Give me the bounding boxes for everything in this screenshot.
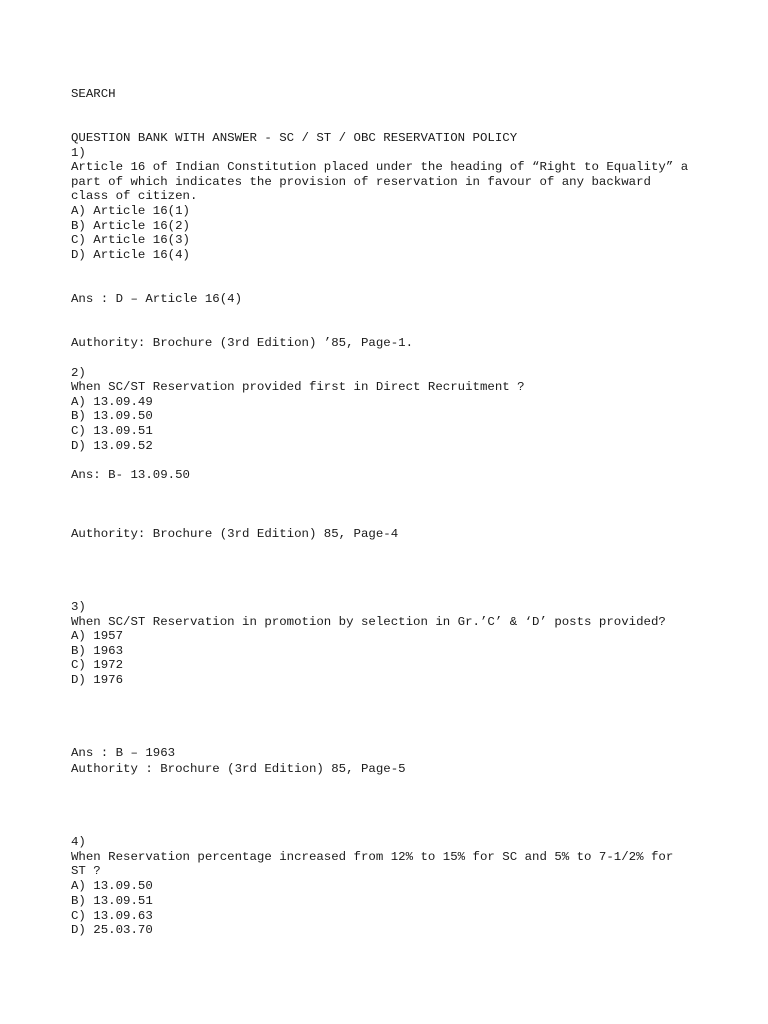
option-d: D) Article 16(4) <box>71 248 190 262</box>
document-title: QUESTION BANK WITH ANSWER - SC / ST / OBC RESERVATION POLICY <box>71 131 518 145</box>
authority-line: Authority : Brochure (3rd Edition) 85, Page-5 <box>71 762 406 776</box>
authority-line: Authority: Brochure (3rd Edition) ’85, Page-1. <box>71 336 414 350</box>
question-text-line: When SC/ST Reservation provided first in Direct Recruitment ? <box>71 380 525 394</box>
option-b: B) 1963 <box>71 644 124 658</box>
option-c: C) 13.09.63 <box>71 909 153 923</box>
answer-line: Ans: B- 13.09.50 <box>71 468 190 482</box>
option-b: B) 13.09.51 <box>71 894 153 908</box>
option-c: C) 13.09.51 <box>71 424 153 438</box>
authority-line: Authority: Brochure (3rd Edition) 85, Page-4 <box>71 527 399 541</box>
question-number: 1) <box>71 146 86 160</box>
search-link[interactable]: SEARCH <box>71 87 116 101</box>
question-text-line: Article 16 of Indian Constitution placed under the heading of “Right to Equality” a <box>71 160 689 174</box>
option-a: A) 13.09.50 <box>71 879 153 893</box>
question-text-line: class of citizen. <box>71 189 198 203</box>
question-text-line: When Reservation percentage increased from 12% to 15% for SC and 5% to 7-1/2% for <box>71 850 674 864</box>
question-text-line: ST ? <box>71 864 101 878</box>
option-d: D) 25.03.70 <box>71 923 153 937</box>
option-a: A) 1957 <box>71 629 124 643</box>
option-d: D) 1976 <box>71 673 124 687</box>
question-number: 4) <box>71 835 86 849</box>
option-c: C) 1972 <box>71 658 124 672</box>
answer-line: Ans : D – Article 16(4) <box>71 292 243 306</box>
question-text-line: When SC/ST Reservation in promotion by selection in Gr.’C’ & ‘D’ posts provided? <box>71 615 666 629</box>
question-text-line: part of which indicates the provision of reservation in favour of any backward <box>71 175 651 189</box>
option-c: C) Article 16(3) <box>71 233 190 247</box>
option-b: B) Article 16(2) <box>71 219 190 233</box>
option-a: A) Article 16(1) <box>71 204 190 218</box>
option-d: D) 13.09.52 <box>71 439 153 453</box>
option-b: B) 13.09.50 <box>71 409 153 423</box>
question-number: 2) <box>71 366 86 380</box>
answer-line: Ans : B – 1963 <box>71 746 176 760</box>
option-a: A) 13.09.49 <box>71 395 153 409</box>
question-number: 3) <box>71 600 86 614</box>
